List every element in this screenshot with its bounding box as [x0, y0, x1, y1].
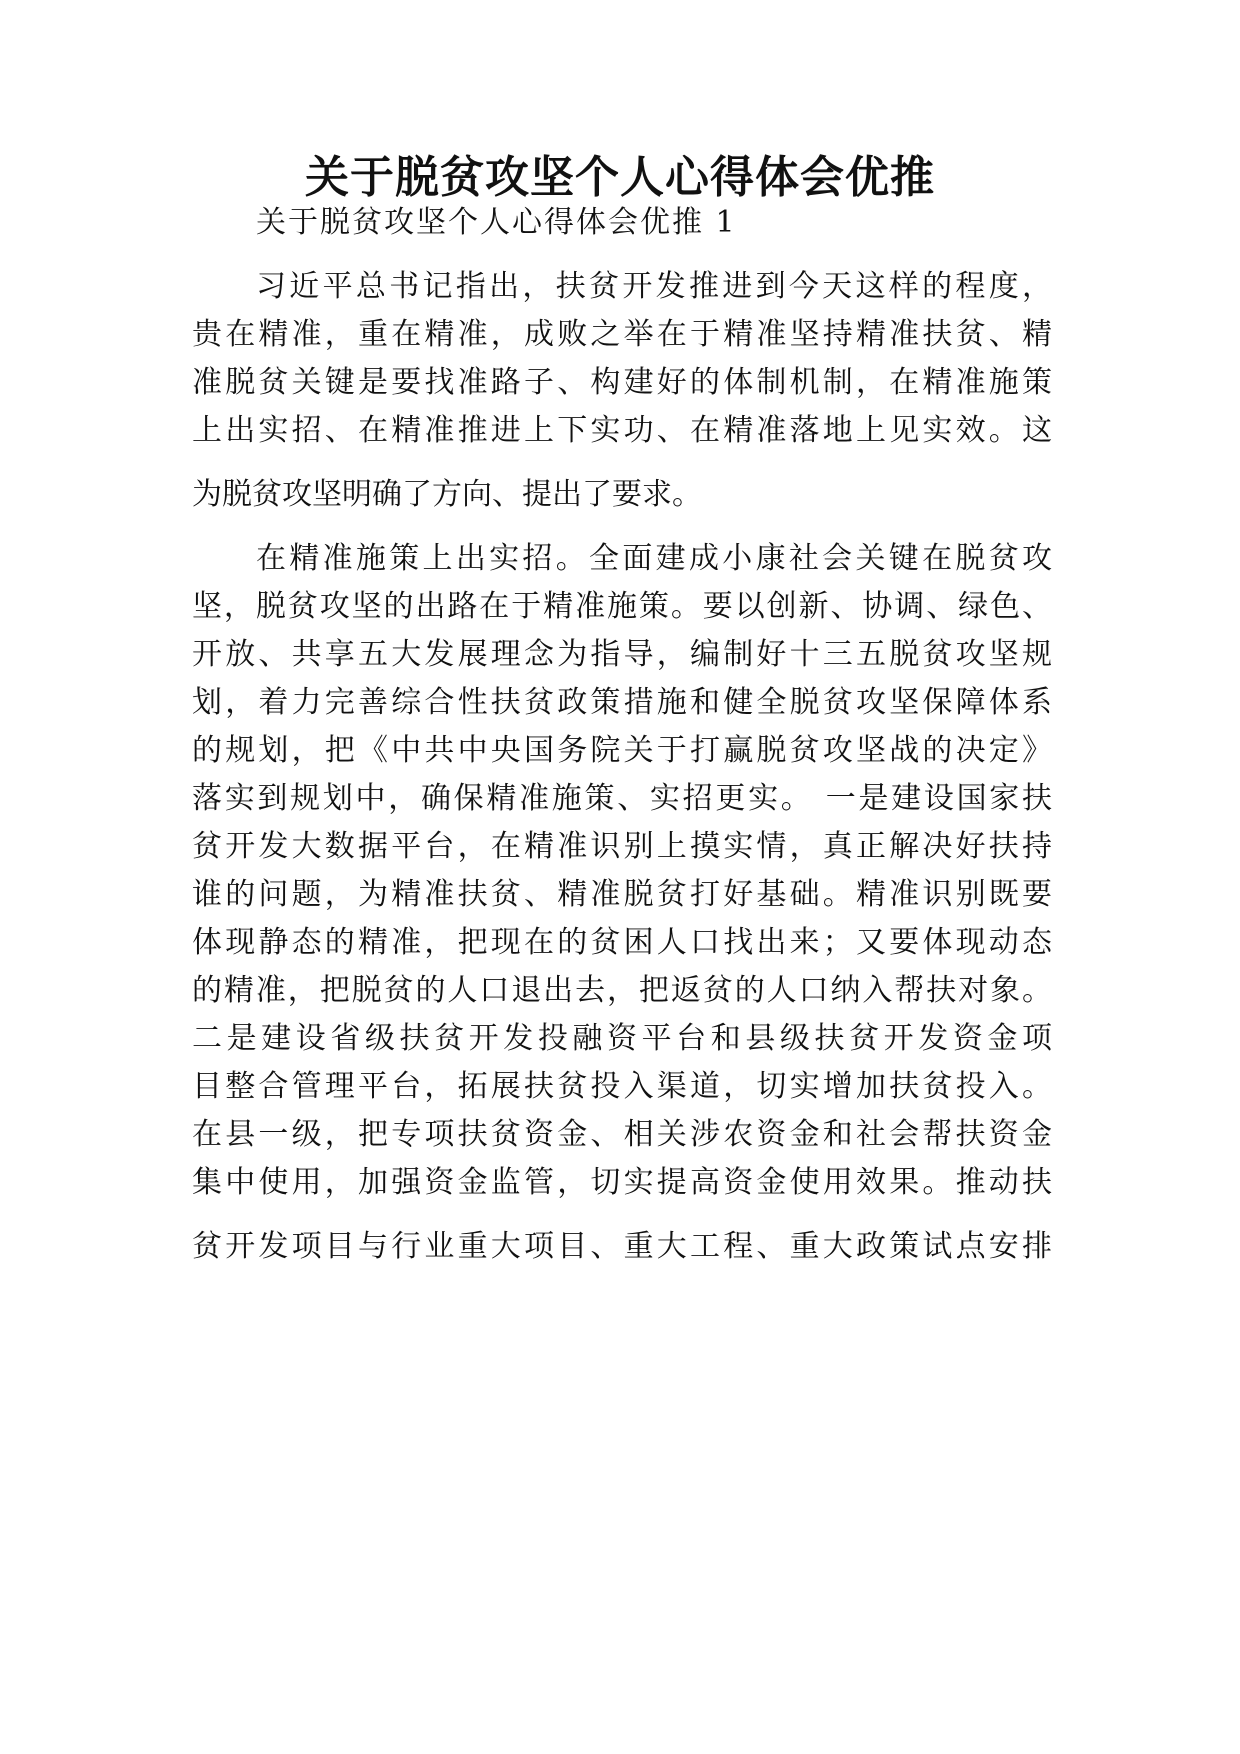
paragraph-2-line: 的精准，把脱贫的人口退出去，把返贫的人口纳入帮扶对象。: [192, 973, 1052, 1008]
paragraph-2-line: 目整合管理平台，拓展扶贫投入渠道，切实增加扶贫投入。: [192, 1069, 1052, 1104]
document-title: 关于脱贫攻坚个人心得体会优推: [305, 152, 935, 203]
paragraph-2-line: 谁的问题，为精准扶贫、精准脱贫打好基础。精准识别既要: [192, 877, 1052, 912]
section-subheading: 关于脱贫攻坚个人心得体会优推 1: [256, 205, 737, 240]
paragraph-2-line: 贫开发大数据平台，在精准识别上摸实情，真正解决好扶持: [192, 829, 1052, 864]
paragraph-1-line: 贵在精准，重在精准，成败之举在于精准坚持精准扶贫、精: [192, 317, 1052, 352]
paragraph-2-line: 体现静态的精准，把现在的贫困人口找出来；又要体现动态: [192, 925, 1052, 960]
paragraph-1-line: 上出实招、在精准推进上下实功、在精准落地上见实效。这: [192, 413, 1052, 448]
paragraph-2-line: 的规划，把《中共中央国务院关于打赢脱贫攻坚战的决定》: [192, 733, 1052, 768]
paragraph-2-line: 在县一级，把专项扶贫资金、相关涉农资金和社会帮扶资金: [192, 1117, 1052, 1152]
paragraph-2-line: 贫开发项目与行业重大项目、重大工程、重大政策试点安排: [192, 1229, 1052, 1264]
paragraph-1-line: 习近平总书记指出，扶贫开发推进到今天这样的程度，: [256, 269, 1052, 304]
paragraph-2-line: 在精准施策上出实招。全面建成小康社会关键在脱贫攻: [256, 541, 1052, 576]
paragraph-2-line: 二是建设省级扶贫开发投融资平台和县级扶贫开发资金项: [192, 1021, 1052, 1056]
paragraph-1-line: 为脱贫攻坚明确了方向、提出了要求。: [192, 477, 702, 512]
paragraph-2-line: 落实到规划中，确保精准施策、实招更实。 一是建设国家扶: [192, 781, 1052, 816]
paragraph-2-line: 划，着力完善综合性扶贫政策措施和健全脱贫攻坚保障体系: [192, 685, 1052, 720]
paragraph-2-line: 集中使用，加强资金监管，切实提高资金使用效果。推动扶: [192, 1165, 1052, 1200]
paragraph-2-line: 开放、共享五大发展理念为指导，编制好十三五脱贫攻坚规: [192, 637, 1052, 672]
paragraph-1-line: 准脱贫关键是要找准路子、构建好的体制机制，在精准施策: [192, 365, 1052, 400]
paragraph-2-line: 坚，脱贫攻坚的出路在于精准施策。要以创新、协调、绿色、: [192, 589, 1052, 624]
